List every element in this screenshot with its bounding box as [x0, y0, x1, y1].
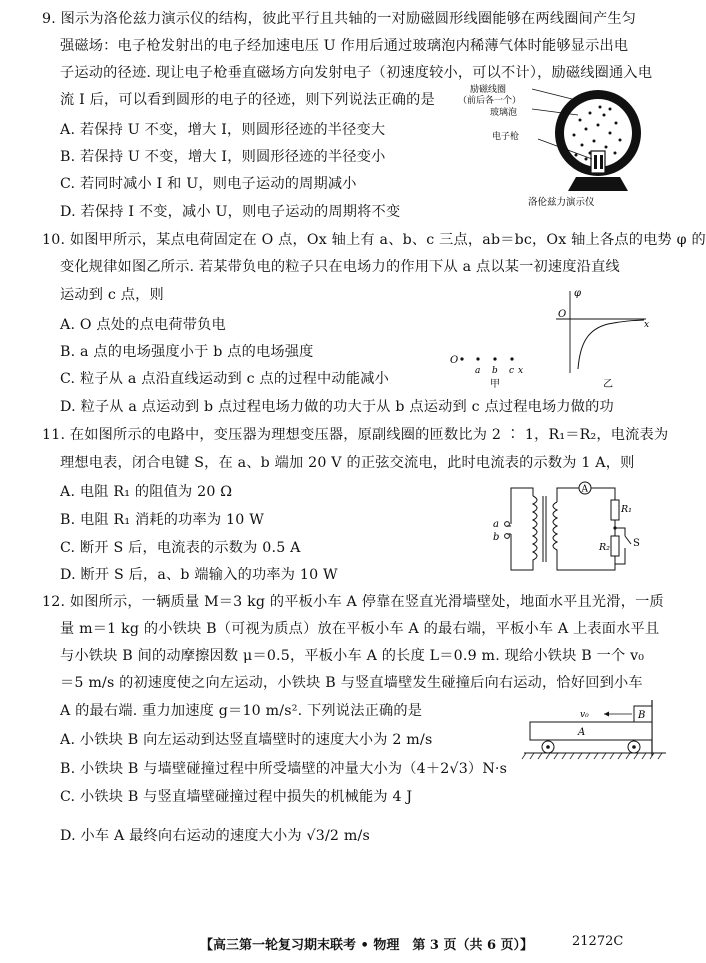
- q10-option-c: C. 粒子从 a 点沿直线运动到 c 点的过程中动能减小: [60, 371, 389, 387]
- label-c: c: [509, 366, 515, 376]
- footer-code: 21272C: [572, 934, 624, 949]
- ammeter-label: A: [581, 484, 588, 495]
- label-a: a: [493, 519, 499, 530]
- label-o-jia: O: [450, 355, 459, 366]
- q12-option-b: B. 小铁块 B 与墙壁碰撞过程中所受墙壁的冲量大小为（4＋2√3）N·s: [60, 761, 508, 777]
- q11-line-2: 理想电表，闭合电键 S，在 a、b 端加 20 V 的正弦交流电，此时电流表的示数为 1 A，则: [60, 455, 635, 471]
- q10-option-b: B. a 点的电场强度小于 b 点的电场强度: [60, 344, 314, 360]
- label-gun: 电子枪: [492, 132, 520, 142]
- q11-option-c: C. 断开 S 后，电流表的示数为 0.5 A: [60, 540, 301, 556]
- q9-option-a: A. 若保持 U 不变，增大 I，则圆形径迹的半径变大: [60, 122, 386, 138]
- label-jia: 甲: [490, 379, 500, 390]
- q11-option-b: B. 电阻 R₁ 消耗的功率为 10 W: [60, 512, 264, 528]
- q12-line-3: 与小铁块 B 间的动摩擦因数 μ＝0.5，平板小车 A 的长度 L＝0.9 m. 现给小铁块 B 一个 v₀: [60, 648, 645, 664]
- switch-s: [625, 536, 631, 544]
- potential-curve: [578, 320, 644, 369]
- q12-option-c: C. 小铁块 B 与竖直墙壁碰撞过程中损失的机械能为 4 J: [60, 789, 413, 805]
- q10-line-1: 10. 如图甲所示，某点电荷固定在 O 点，Ox 轴上有 a、b、c 三点，ab＝bc，Ox 轴上各点的电势 φ 的: [42, 232, 706, 248]
- label-a: A: [578, 727, 586, 738]
- secondary-coil: [553, 502, 557, 552]
- q9-option-d: D. 若保持 I 不变，减小 U，则电子运动的周期将不变: [60, 204, 401, 220]
- label-b: B: [638, 710, 646, 721]
- q10-line-2: 变化规律如图乙所示. 若某带负电的粒子只在电场力的作用下从 a 点以某一初速度沿直线: [60, 259, 620, 275]
- q12-line-2: 量 m＝1 kg 的小铁块 B（可视为质点）放在平板小车 A 的最右端，平板小车 A 上表面水平且: [60, 621, 660, 637]
- label-b: b: [492, 366, 498, 376]
- q11-option-a: A. 电阻 R₁ 的阻值为 20 Ω: [60, 484, 233, 500]
- primary-coil: [533, 496, 537, 562]
- label-v0: v₀: [580, 710, 589, 720]
- apparatus-base: [568, 177, 628, 191]
- q11-option-d: D. 断开 S 后，a、b 端输入的功率为 10 W: [60, 567, 338, 583]
- footer-title: 【高三第一轮复习期末联考 • 物理 第 3 页（共 6 页）】: [200, 938, 534, 953]
- cart-block-figure: [520, 700, 670, 766]
- point-b: [493, 357, 496, 360]
- label-o-yi: O: [558, 309, 567, 320]
- label-phi: φ: [574, 288, 582, 299]
- q9-option-c: C. 若同时减小 I 和 U，则电子运动的周期减小: [60, 176, 357, 192]
- point-c: [510, 357, 513, 360]
- q12-line-4: ＝5 m/s 的初速度使之向左运动，小铁块 B 与竖直墙壁发生碰撞后向右运动，恰好回到小车: [60, 675, 643, 691]
- q11-line-1: 11. 在如图所示的电路中，变压器为理想变压器，原副线圈的匝数比为 2 ∶ 1，R₁＝R₂，电流表为: [42, 427, 669, 443]
- q12-option-d: D. 小车 A 最终向右运动的速度大小为 √3/2 m/s: [60, 828, 370, 844]
- label-s: S: [633, 538, 640, 549]
- q12-option-a: A. 小铁块 B 向左运动到达竖直墙壁时的速度大小为 2 m/s: [60, 732, 433, 748]
- label-r2: R₂: [599, 542, 610, 553]
- label-coil-1: 励磁线圈: [470, 85, 507, 95]
- q10-line-3: 运动到 c 点，则: [60, 287, 164, 303]
- label-a: a: [475, 366, 481, 376]
- q9-line-4: 流 I 后，可以看到圆形的电子的径迹，则下列说法正确的是: [60, 92, 435, 108]
- label-b: b: [493, 532, 500, 543]
- label-bulb: 玻璃泡: [490, 108, 518, 118]
- point-a: [476, 357, 479, 360]
- transformer-circuit-figure: [485, 478, 655, 578]
- potential-figure: [448, 283, 658, 391]
- resistor-r1: [611, 500, 619, 520]
- label-x-yi: x: [644, 320, 650, 330]
- resistor-r2: [611, 536, 619, 556]
- q9-line-1: 9. 图示为洛伦兹力演示仪的结构，彼此平行且共轴的一对励磁圆形线圈能够在两线圈间产生匀: [42, 11, 637, 27]
- label-yi: 乙: [603, 379, 613, 390]
- cart-a: [530, 722, 652, 740]
- q9-line-3: 子运动的径迹. 现让电子枪垂直磁场方向发射电子（初速度较小，可以不计），励磁线圈通入电: [60, 65, 653, 81]
- q12-line-5: A 的最右端. 重力加速度 g＝10 m/s². 下列说法正确的是: [60, 703, 423, 719]
- q9-line-2: 强磁场：电子枪发射出的电子经加速电压 U 作用后通过玻璃泡内稀薄气体时能够显示出电: [60, 38, 629, 54]
- q12-line-1: 12. 如图所示，一辆质量 M＝3 kg 的平板小车 A 停靠在竖直光滑墙壁处，地面水平且光滑，一质: [42, 594, 664, 610]
- label-r1: R₁: [621, 504, 632, 515]
- lorentz-force-apparatus-figure: [458, 85, 670, 208]
- q10-option-d: D. 粒子从 a 点运动到 b 点过程电场力做的功大于从 b 点运动到 c 点过程电场力做的功: [60, 399, 614, 415]
- label-x-jia: x: [518, 366, 524, 376]
- label-coil-2: （前后各一个）: [458, 96, 522, 106]
- q9-option-b: B. 若保持 U 不变，增大 I，则圆形径迹的半径变小: [60, 149, 386, 165]
- figure-caption: 洛伦兹力演示仪: [528, 197, 595, 208]
- q10-option-a: A. O 点处的点电荷带负电: [60, 317, 226, 333]
